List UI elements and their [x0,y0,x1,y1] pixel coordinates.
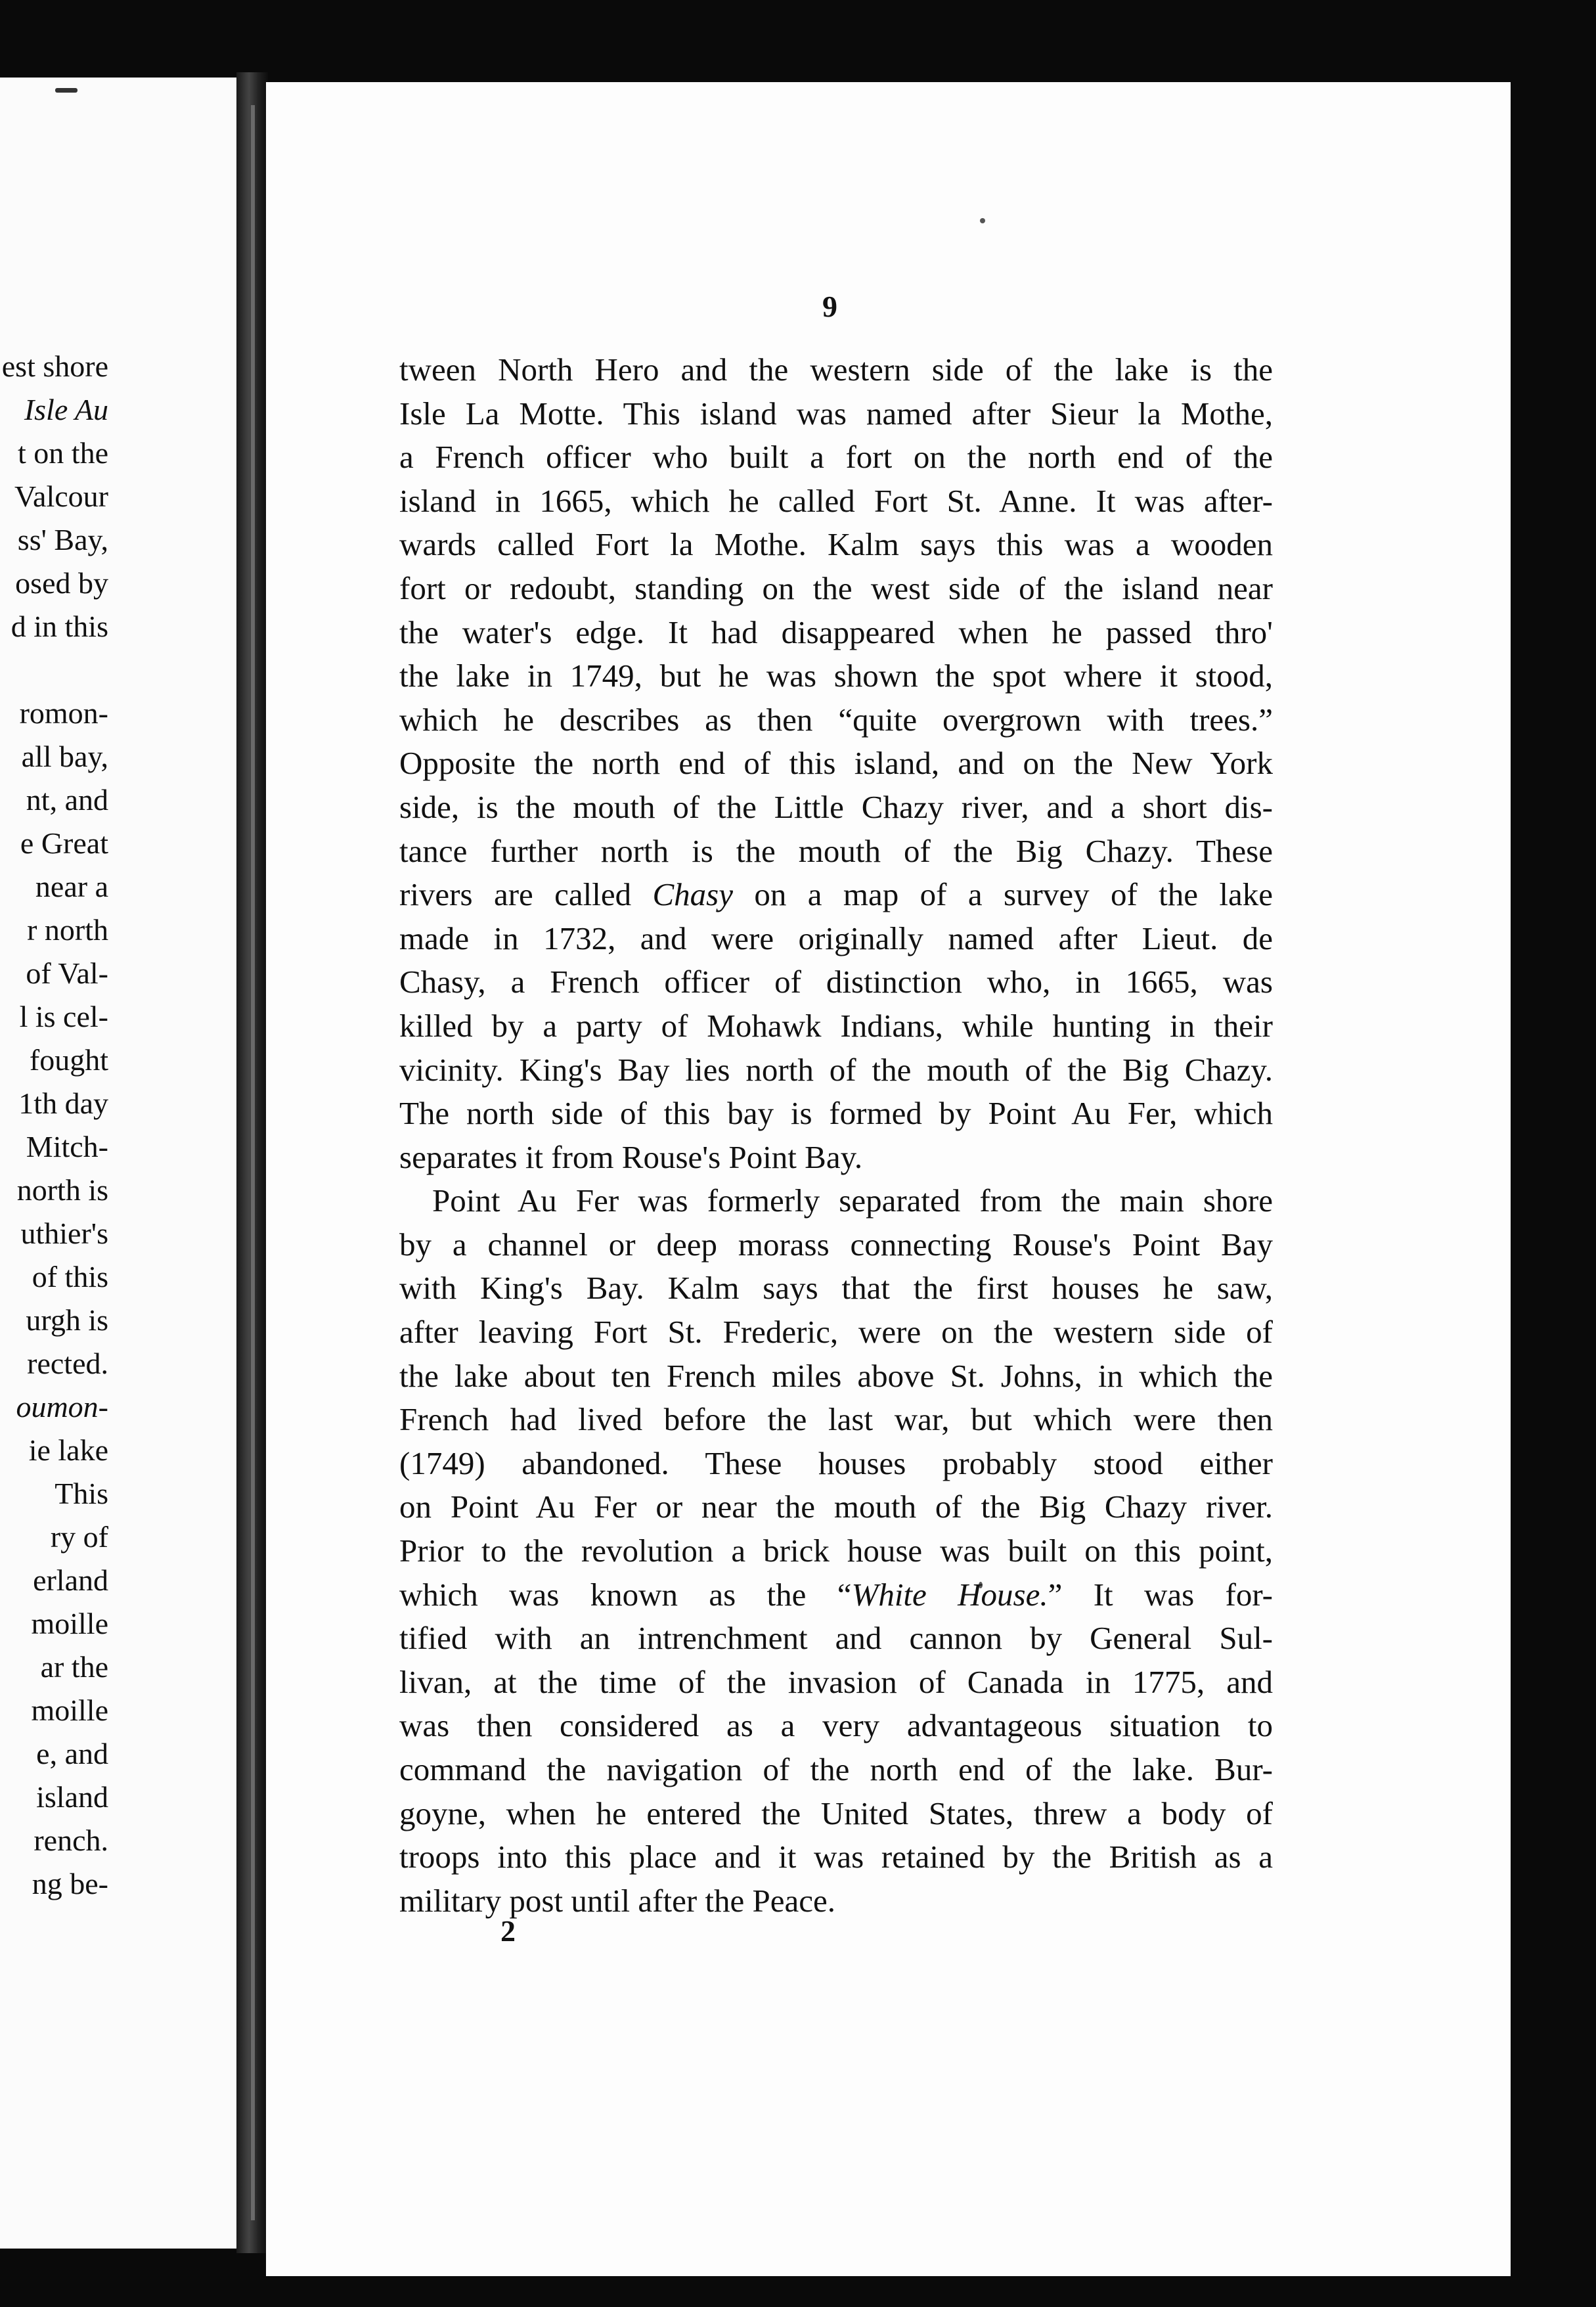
left-line: fought [29,1043,108,1077]
text-line: command the navigation of the north end of the lake. Bur- [399,1751,1273,1787]
text-line: vicinity. King's Bay lies north of the mouth of the Big Chazy. [399,1051,1273,1088]
left-line: e Great [20,826,108,860]
left-line: t on the [18,436,108,470]
gutter-highlight [251,105,255,2220]
text-line: the lake in 1749, but he was shown the spot where it stood, [399,658,1273,694]
left-line: moille [31,1693,108,1727]
text-line: which was known as the “White House.” It was for- [399,1576,1273,1613]
text-line: livan, at the time of the invasion of Canada in 1775, and [399,1663,1273,1700]
text-line: fort or redoubt, standing on the west side of the island near [399,570,1273,606]
ink-speck [980,218,985,223]
left-line: uthier's [20,1217,108,1250]
text-line: on Point Au Fer or near the mouth of the Big Chazy river. [399,1489,1273,1525]
left-line: This [55,1477,108,1510]
text-line: Prior to the revolution a brick house was built on this point, [399,1533,1273,1569]
left-line: ng be- [32,1867,108,1900]
left-line: oumon- [16,1390,108,1423]
left-line: ie lake [28,1433,108,1467]
text-line: was then considered as a very advantageous situation to [399,1707,1273,1744]
left-line: nt, and [26,783,108,817]
signature-mark: 2 [500,1914,516,1948]
text-line: goyne, when he entered the United States, threw a body of [399,1795,1273,1831]
left-line: moille [31,1607,108,1640]
text-line: after leaving Fort St. Frederic, were on the western side of [399,1314,1273,1351]
left-line: rected. [27,1347,108,1380]
page-number: 9 [822,290,837,323]
left-line: e, and [36,1737,108,1770]
left-line: ar the [40,1650,108,1684]
text-line: Opposite the north end of this island, and on the New York [399,745,1273,782]
left-line: north is [16,1173,108,1207]
text-line: the water's edge. It had disappeared when he passed thro' [399,614,1273,650]
text-line: made in 1732, and were originally named after Lieut. de [399,920,1273,956]
left-line: ry of [50,1520,108,1554]
text-line: French had lived before the last war, but which were then [399,1401,1273,1438]
text-line: The north side of this bay is formed by Point Au Fer, which [399,1095,1273,1132]
page-edge-mark [55,88,78,93]
text-line: a French officer who built a fort on the north end of the [399,439,1273,476]
text-line: with King's Bay. Kalm says that the first houses he saw, [399,1270,1273,1307]
text-line: which he describes as then “quite overgrown with trees.” [399,701,1273,738]
left-line: romon- [19,696,108,730]
text-line: by a channel or deep morass connecting Rouse's Point Bay [399,1226,1273,1263]
italic-term: White House. [851,1576,1048,1613]
text-line: island in 1665, which he called Fort St. Anne. It was after- [399,482,1273,519]
text-line: separates it from Rouse's Point Bay. [399,1138,863,1175]
text-line: side, is the mouth of the Little Chazy river, and a short dis- [399,788,1273,825]
left-line: of this [32,1260,108,1293]
text-line: Chasy, a French officer of distinction who, in 1665, was [399,964,1273,1000]
left-line: est shore [1,349,108,383]
text-line: tified with an intrenchment and cannon by General Sul- [399,1620,1273,1657]
text-line: troops into this place and it was retained by the British as a [399,1839,1273,1875]
text-line: rivers are called Chasy on a map of a survey of the lake [399,876,1274,913]
text-line: killed by a party of Mohawk Indians, while hunting in their [399,1007,1273,1044]
left-line: Valcour [14,480,108,513]
left-line: ss' Bay, [17,523,108,556]
left-line: d in this [11,610,108,643]
text-line: tween North Hero and the western side of the lake is the [399,351,1273,388]
body-text [399,348,1273,1923]
left-line: rench. [33,1824,108,1857]
text-line: the lake about ten French miles above St. Johns, in which the [399,1357,1273,1394]
left-line: all bay, [21,740,108,773]
left-line: Isle Au [24,393,108,426]
left-line: r north [27,913,108,947]
left-line: island [36,1780,108,1814]
left-line: Mitch- [26,1130,108,1163]
left-line: of Val- [26,956,108,990]
left-line: urgh is [26,1303,108,1337]
text-line: (1749) abandoned. These houses probably stood either [399,1445,1273,1481]
left-line: l is cel- [19,1000,108,1033]
text-line: wards called Fort la Mothe. Kalm says this was a wooden [399,526,1273,563]
text-line: Point Au Fer was formerly separated from the main shore [432,1182,1273,1219]
left-line: near a [35,870,108,903]
text-line: Isle La Motte. This island was named after Sieur la Mothe, [399,395,1273,432]
left-line: 1th day [18,1086,108,1120]
text-line: tance further north is the mouth of the Big Chazy. These [399,832,1273,869]
italic-term: Chasy [652,876,733,913]
left-facing-page [0,78,244,2249]
left-line: osed by [15,566,108,600]
text-line: military post until after the Peace. [399,1882,836,1919]
left-line: erland [33,1563,108,1597]
